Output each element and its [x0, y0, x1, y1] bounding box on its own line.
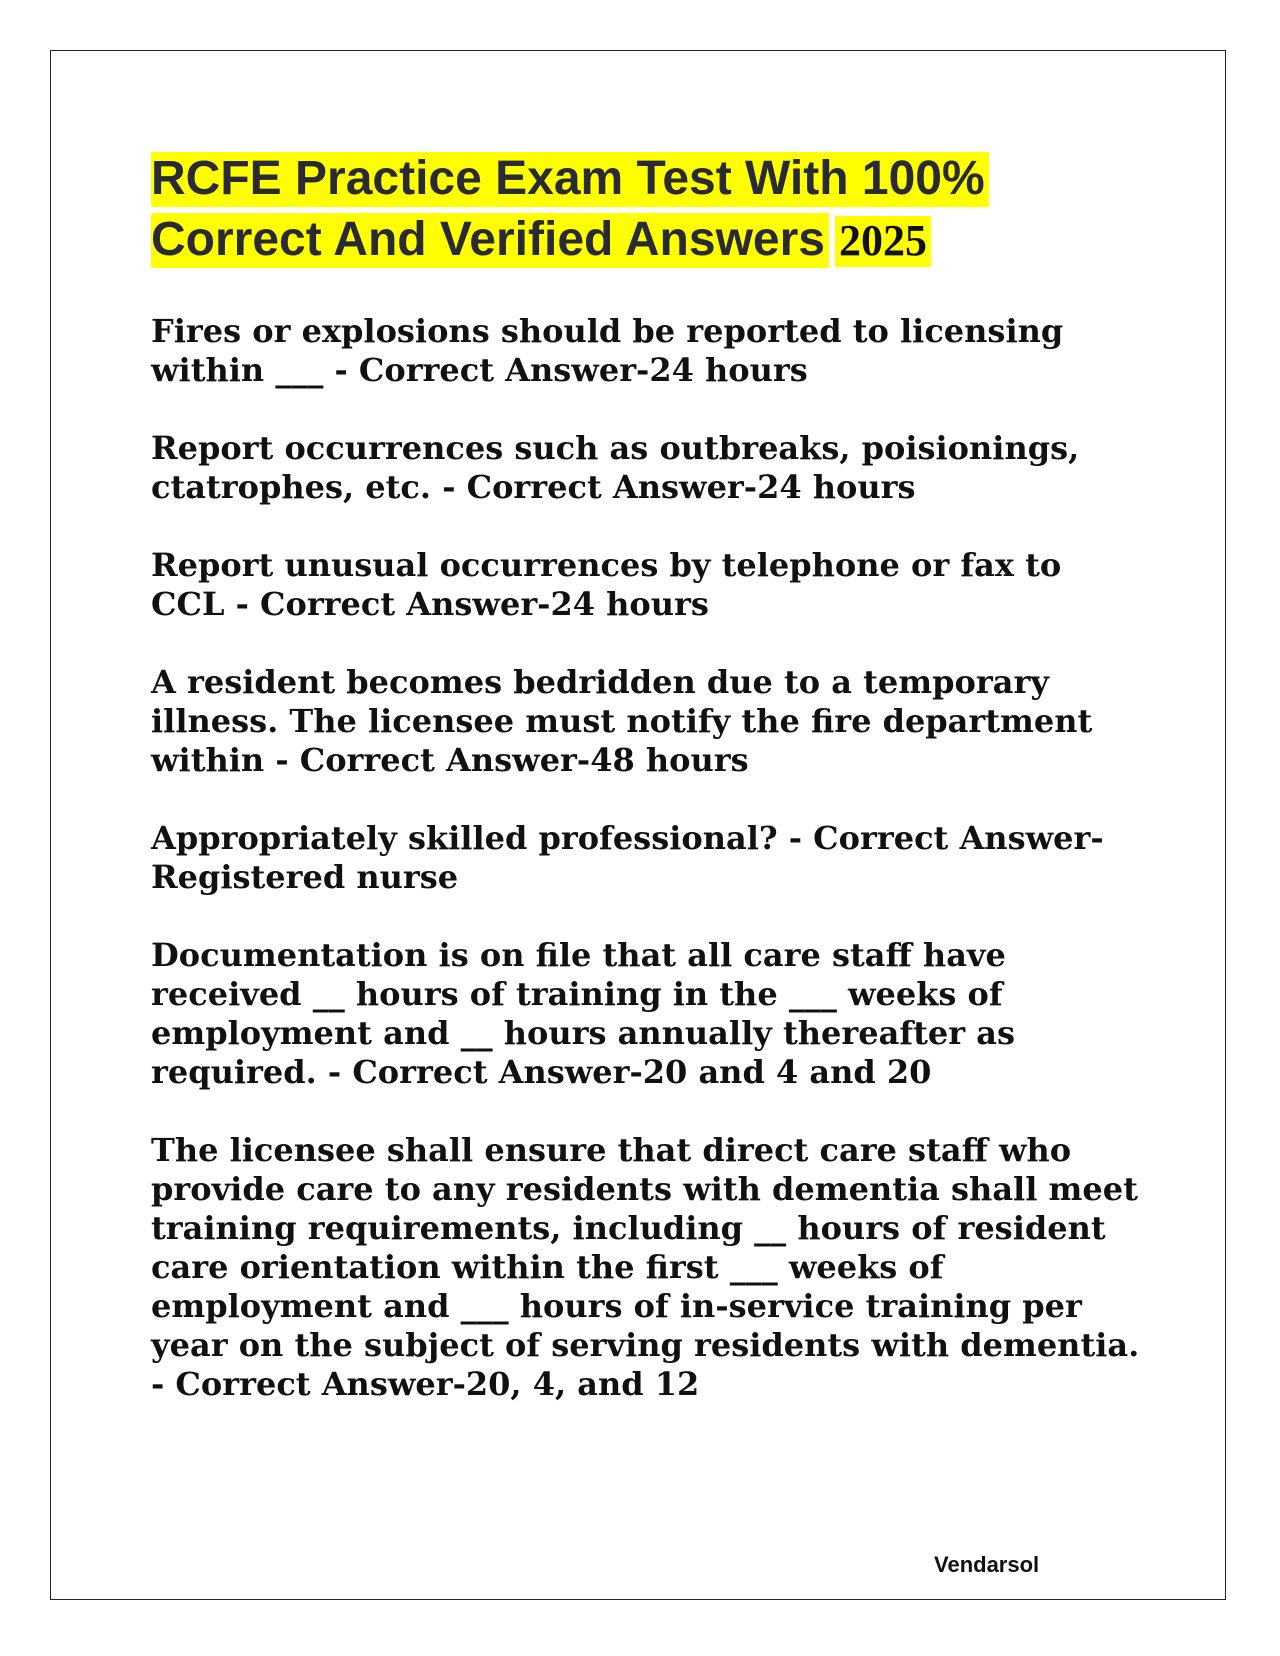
- qa-item-7: The licensee shall ensure that direct care staff who provide care to any residents with dementia shall meet training requirements, including __ hours of resident care orientation within the first ___ weeks of employment and ___ hours of in-service training per year on the subject of serving residents with dementia. - Correct Answer-20, 4, and 12: [151, 1131, 1140, 1403]
- qa-list: [151, 312, 1141, 1443]
- qa-item-1: Fires or explosions should be reported to licensing within ___ - Correct Answer-24 hours: [151, 312, 1064, 389]
- title-main: RCFE Practice Exam Test With 100% Correct And Verified Answers: [151, 152, 989, 268]
- qa-item-5: Appropriately skilled professional? - Correct Answer-Registered nurse: [151, 819, 1104, 896]
- qa-item-3: Report unusual occurrences by telephone or fax to CCL - Correct Answer-24 hours: [151, 546, 1062, 623]
- document-title: [151, 148, 1051, 271]
- qa-item-4: A resident becomes bedridden due to a temporary illness. The licensee must notify the fire department within - Correct Answer-48 hours: [151, 663, 1093, 779]
- qa-item-2: Report occurrences such as outbreaks, poisionings, ctatrophes, etc. - Correct Answer-24 hours: [151, 429, 1080, 506]
- qa-item-6: Documentation is on file that all care staff have received __ hours of training in the ___ weeks of employment and __ hours annually thereafter as required. - Correct Answer-20 and 4 and 20: [151, 936, 1015, 1091]
- footer-brand: Vendarsol: [934, 1552, 1040, 1577]
- title-year: 2025: [835, 216, 931, 267]
